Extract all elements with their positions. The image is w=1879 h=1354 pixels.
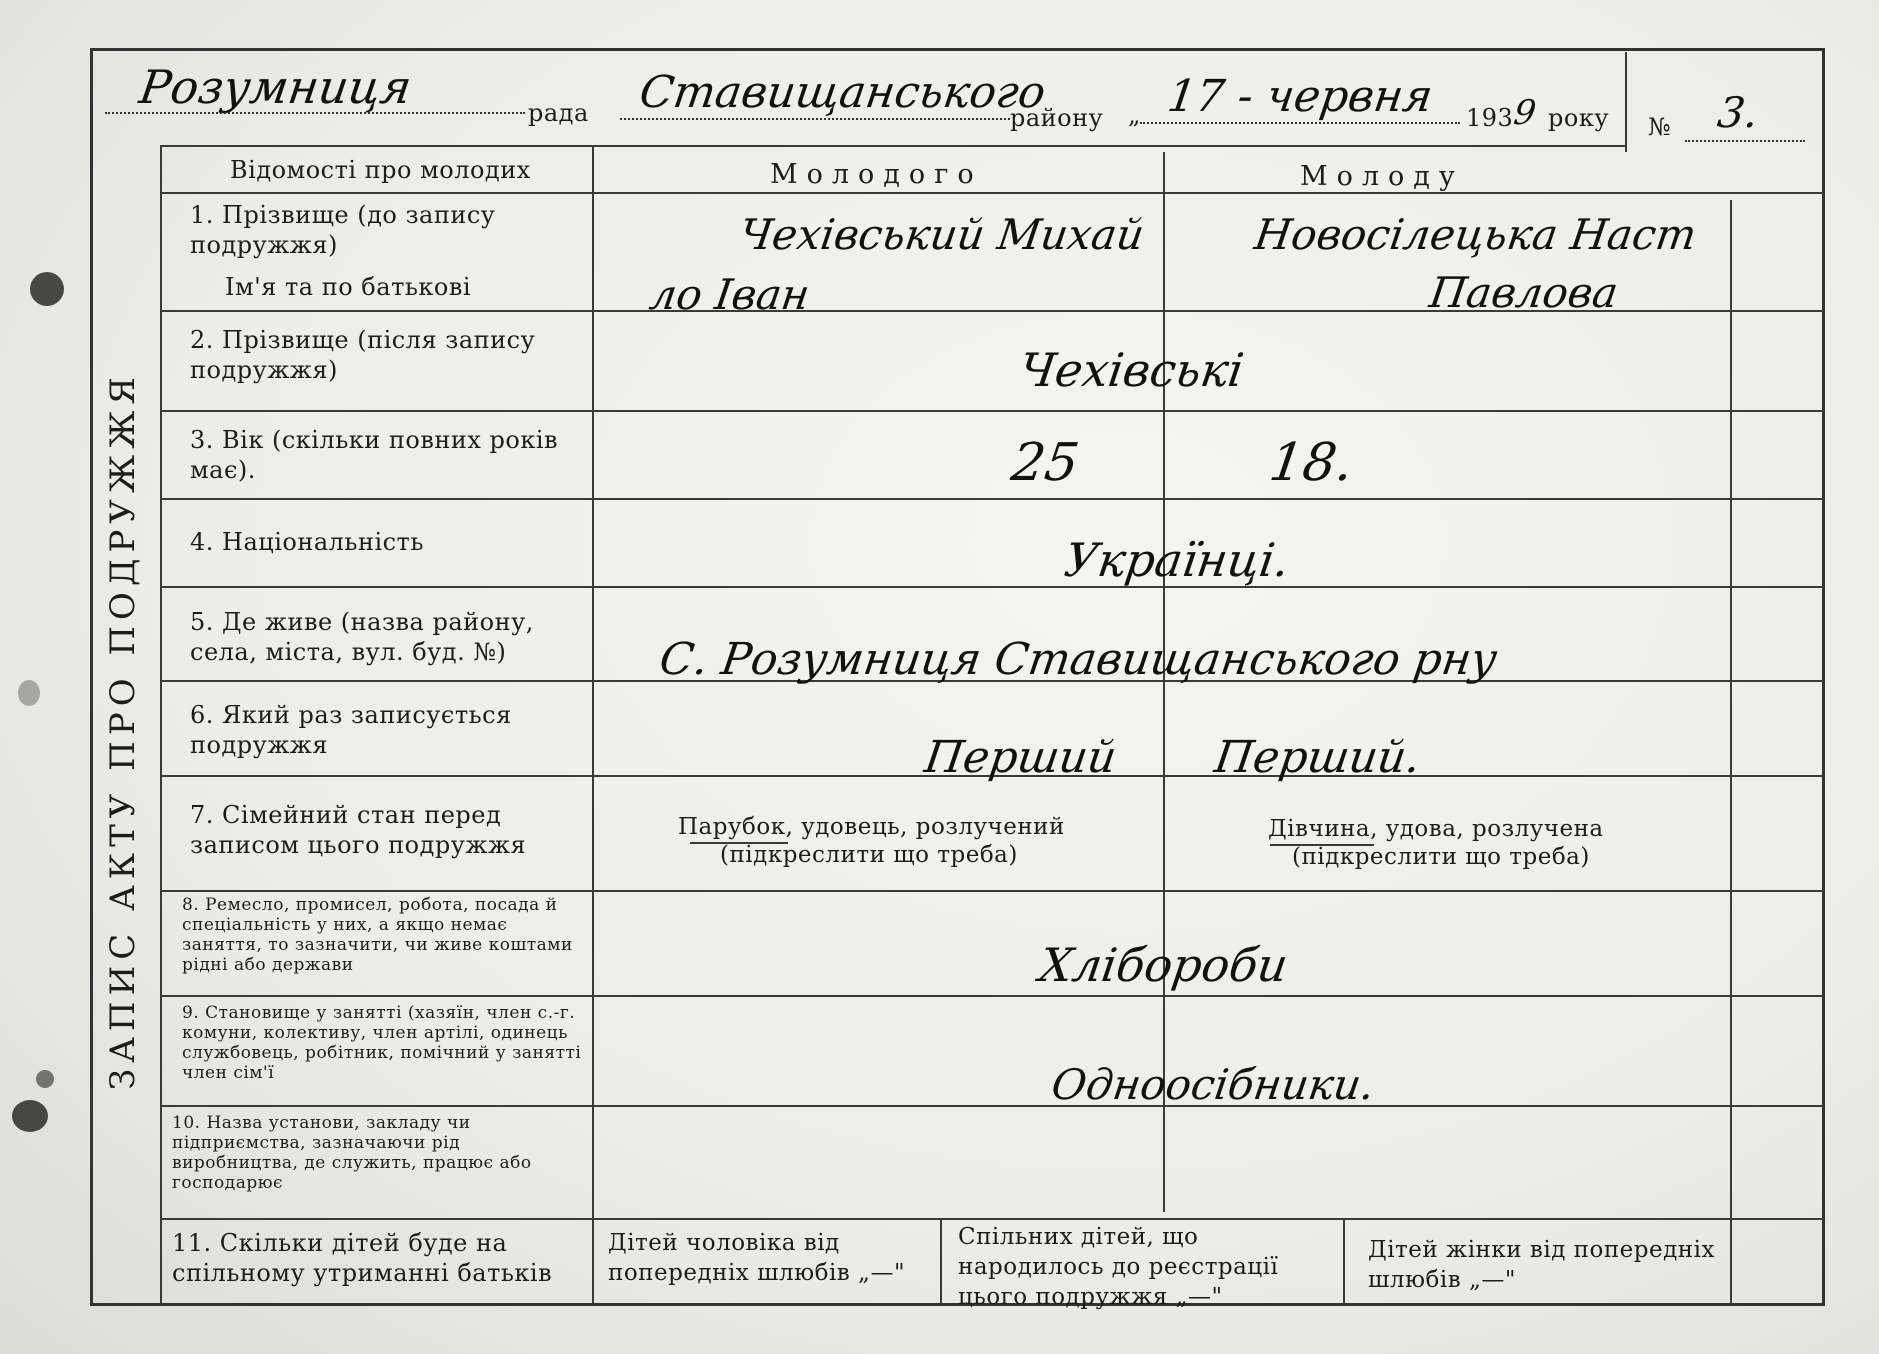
groom-prev-children-value: — [870, 1260, 894, 1286]
surname-after-entry: Чехівські [1016, 343, 1247, 397]
groom-marriage-count-entry: Перший [921, 732, 1120, 783]
bride-column-heading: Молоду [1300, 161, 1464, 192]
bride-status-underline [1270, 844, 1374, 846]
row-label-surname-before: 1. Прізвище (до запису подружжя) [190, 201, 496, 259]
row-label-employment-position: 9. Становище у занятті (хазяїн, член с.-г. комуни, колективу, член артілі, одинець службовець, робітник, помічний у занятті член сім'ї [182, 1003, 582, 1083]
row-label-marital-status: 7. Сімейний стан перед записом цього подружжя [190, 801, 527, 859]
groom-prev-children-label: Дітей чоловіка від попередніх шлюбів „ [608, 1230, 871, 1286]
groom-status-options: Парубок, удовець, розлучений [678, 814, 1065, 840]
common-children [958, 1222, 1333, 1312]
children-col-border-1 [940, 1218, 942, 1303]
row-rule-8 [160, 995, 1825, 997]
bride-status-options: Дівчина, удова, розлучена [1268, 816, 1604, 842]
number-handwritten: 3. [1714, 88, 1762, 137]
number-label: № [1648, 113, 1672, 141]
row-label-children: 11. Скільки дітей буде на спільному утриманні батьків [172, 1229, 553, 1287]
groom-prev-children-close: " [893, 1260, 906, 1286]
row-label-nationality: 4. Національність [190, 528, 424, 556]
ink-speck [18, 680, 40, 706]
columns-rule [160, 192, 1825, 194]
bride-status-hint: (підкреслити що треба) [1292, 844, 1590, 870]
row-label-surname-after: 2. Прізвище (після запису подружжя) [190, 326, 536, 384]
ink-stain [36, 1070, 54, 1088]
ink-stain [12, 1100, 48, 1132]
groom-prev-children [608, 1228, 928, 1288]
header-rule [160, 145, 1625, 147]
info-column-heading: Відомості про молодих [230, 156, 531, 184]
common-children-value: — [1188, 1284, 1212, 1310]
bride-age-entry: 18. [1265, 433, 1357, 493]
row-label-residence: 5. Де живе (назва району, села, міста, вул. буд. №) [190, 608, 534, 666]
groom-name-line-1: Чехівський Михай [736, 210, 1148, 259]
district-handwritten: Ставищанського [636, 67, 1049, 118]
row-rule-2 [160, 410, 1825, 412]
employment-position-entry: Одноосібники. [1048, 1060, 1378, 1109]
row-rule-4 [160, 586, 1825, 588]
common-children-close: " [1211, 1284, 1223, 1310]
row-label-name-patronymic: Ім'я та по батькові [225, 273, 472, 301]
nationality-entry: Українці. [1061, 533, 1293, 587]
residence-entry: С. Розумниця Ставищанського рну [656, 634, 1501, 685]
row-label-occupation: 8. Ремесло, промисел, робота, посада й спеціальність у них, а якщо немає заняття, то зазначити, чи живе коштами рідні або держави [182, 895, 573, 975]
groom-age-entry: 25 [1007, 433, 1083, 493]
row-rule-3 [160, 498, 1825, 500]
groom-status-underline [690, 842, 788, 844]
bride-prev-children-value: — [1481, 1267, 1505, 1293]
year-prefix: 193 [1466, 104, 1514, 132]
bride-prev-children-close: " [1504, 1267, 1516, 1293]
row-rule-7 [160, 890, 1825, 892]
bride-marriage-count-entry: Перший. [1211, 732, 1424, 783]
row-label-workplace: 10. Назва установи, закладу чи підприємства, зазначаючи рід виробництва, де служить, працює або господарює [172, 1113, 532, 1193]
ink-stain [30, 272, 64, 306]
row-label-marriage-count: 6. Який раз записується подружжя [190, 701, 512, 759]
bride-prev-children-label: Дітей жінки від попередніх шлюбів „ [1368, 1237, 1715, 1293]
row-rule-10 [160, 1218, 1825, 1220]
groom-name-line-2: ло Іван [646, 270, 813, 319]
groom-column-heading: Молодого [770, 159, 983, 190]
header-number-border [1625, 52, 1627, 152]
council-handwritten: Розумниця [136, 60, 415, 114]
occupation-entry: Хлібороби [1036, 938, 1292, 992]
bride-name-line-1: Новосілецька Наст [1251, 210, 1700, 259]
quote-open: „ [1128, 101, 1141, 129]
info-column-border [592, 145, 594, 1303]
groom-status-hint: (підкреслити що треба) [720, 842, 1018, 868]
bride-name-line-2: Павлова [1426, 268, 1622, 317]
year-handwritten: 9 [1511, 93, 1539, 133]
common-children-label: Спільних дітей, що народилось до реєстрації цього подружжя „ [958, 1224, 1279, 1310]
vertical-form-title: ЗАПИС АКТУ ПРО ПОДРУЖЖЯ [103, 371, 143, 1090]
date-handwritten: 17 - червня [1164, 71, 1436, 122]
left-title-border [160, 145, 162, 1303]
council-label: рада [528, 99, 589, 127]
bride-prev-children [1368, 1235, 1718, 1295]
right-margin-border [1730, 200, 1732, 1303]
row-label-age: 3. Вік (скільки повних років має). [190, 426, 558, 484]
children-col-border-2 [1343, 1218, 1345, 1303]
row-rule-9 [160, 1105, 1825, 1107]
district-label: району [1010, 104, 1104, 132]
year-label: року [1548, 104, 1609, 132]
